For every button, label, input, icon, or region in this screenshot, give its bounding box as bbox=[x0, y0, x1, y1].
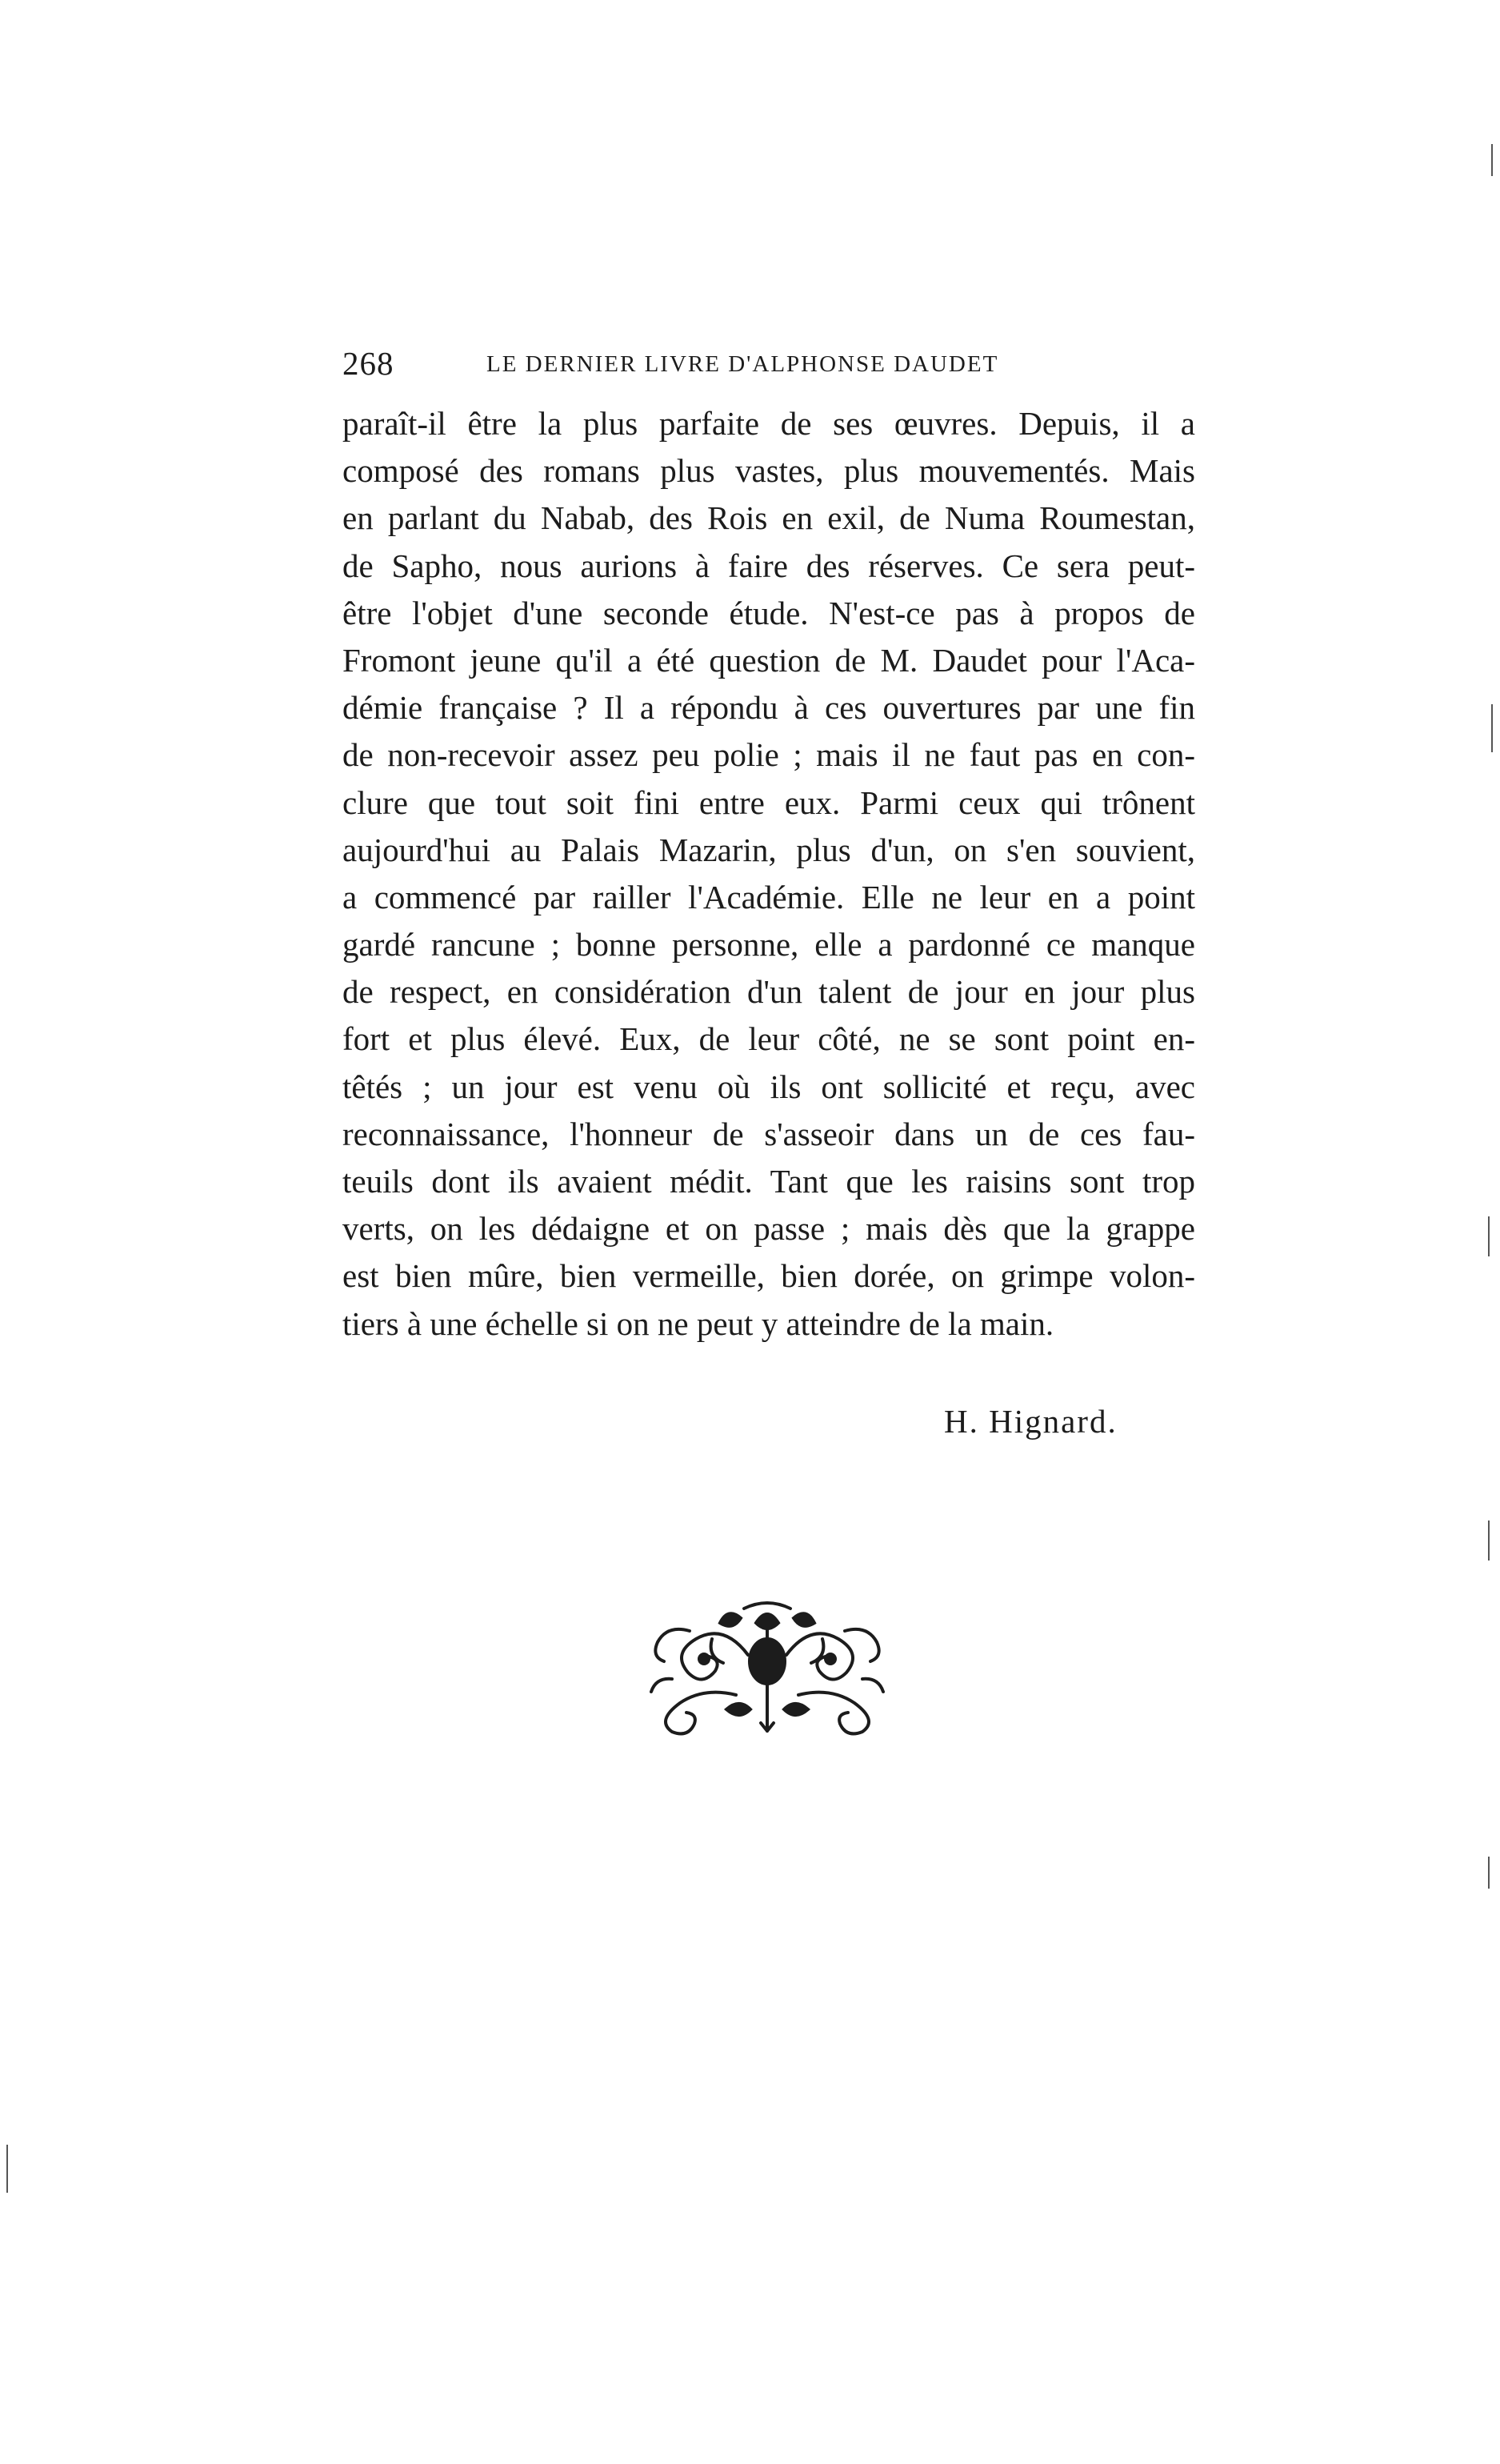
scan-mark bbox=[6, 2145, 8, 2193]
text-line: être l'objet d'une seconde étude. N'est-ce pas à propos de bbox=[342, 594, 1195, 631]
text-line: paraît-il être la plus parfaite de ses œuvres. Depuis, il a bbox=[342, 405, 1195, 442]
body-text bbox=[342, 400, 1195, 1348]
author-signature: H. Hignard. bbox=[944, 1403, 1118, 1440]
text-line: de respect, en considération d'un talent de jour en jour plus bbox=[342, 973, 1195, 1011]
floral-tailpiece-icon bbox=[640, 1599, 894, 1738]
scan-mark bbox=[1488, 1857, 1490, 1889]
scan-mark bbox=[1491, 704, 1493, 752]
text-line: verts, on les dédaigne et on passe ; mais dès que la grappe bbox=[342, 1210, 1195, 1248]
page-number: 268 bbox=[342, 345, 394, 382]
text-line: composé des romans plus vastes, plus mouvementés. Mais bbox=[342, 452, 1195, 490]
text-line: teuils dont ils avaient médit. Tant que les raisins sont trop bbox=[342, 1163, 1195, 1200]
text-line: gardé rancune ; bonne personne, elle a pardonné ce manque bbox=[342, 926, 1195, 964]
text-line: Fromont jeune qu'il a été question de M. Daudet pour l'Aca- bbox=[342, 641, 1195, 679]
running-head bbox=[342, 344, 1046, 392]
text-line: en parlant du Nabab, des Rois en exil, de Numa Roumestan, bbox=[342, 499, 1195, 537]
text-line: est bien mûre, bien vermeille, bien dorée, on grimpe volon- bbox=[342, 1257, 1195, 1295]
text-line: aujourd'hui au Palais Mazarin, plus d'un, on s'en souvient, bbox=[342, 831, 1195, 868]
text-line: de non-recevoir assez peu polie ; mais il ne faut pas en con- bbox=[342, 736, 1195, 774]
scan-mark bbox=[1491, 144, 1493, 176]
text-line: démie française ? Il a répondu à ces ouvertures par une fin bbox=[342, 689, 1195, 727]
scan-mark bbox=[1488, 1520, 1490, 1561]
scan-mark bbox=[1488, 1216, 1490, 1256]
text-line: têtés ; un jour est venu où ils ont sollicité et reçu, avec bbox=[342, 1068, 1195, 1105]
text-line: reconnaissance, l'honneur de s'asseoir dans un de ces fau- bbox=[342, 1115, 1195, 1152]
text-line: clure que tout soit fini entre eux. Parmi ceux qui trônent bbox=[342, 783, 1195, 821]
text-line: a commencé par railler l'Académie. Elle ne leur en a point bbox=[342, 878, 1195, 915]
text-line: de Sapho, nous aurions à faire des réserves. Ce sera peut- bbox=[342, 547, 1195, 584]
text-line: tiers à une échelle si on ne peut y atteindre de la main. bbox=[342, 1304, 1054, 1342]
text-line: fort et plus élevé. Eux, de leur côté, ne se sont point en- bbox=[342, 1020, 1195, 1058]
running-title: LE DERNIER LIVRE D'ALPHONSE DAUDET bbox=[486, 351, 999, 377]
